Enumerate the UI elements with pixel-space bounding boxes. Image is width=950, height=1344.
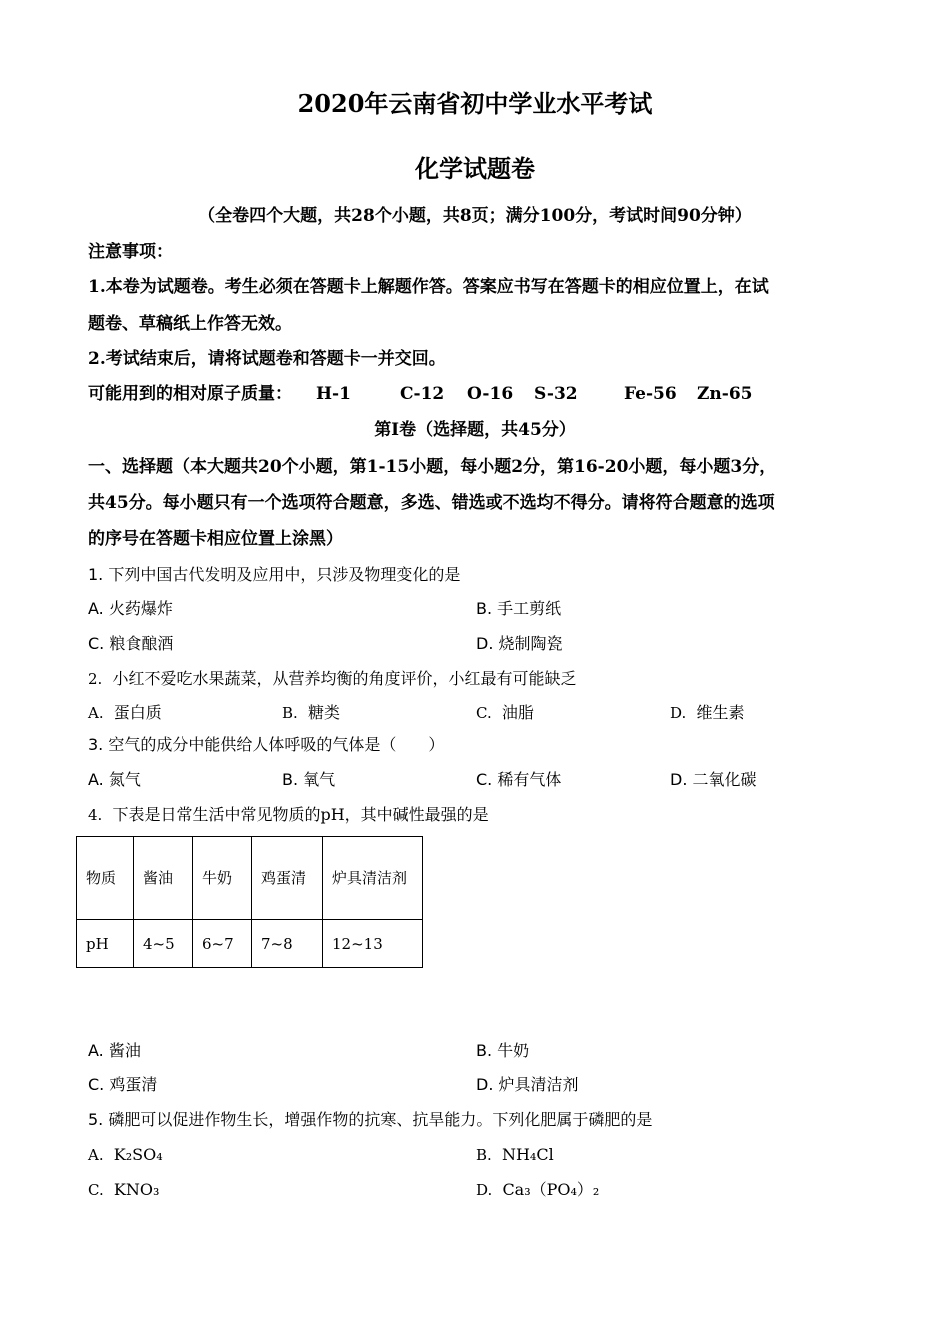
option-text: 蛋白质 bbox=[113, 703, 162, 722]
question-3 bbox=[88, 737, 444, 753]
q4-option-d[interactable] bbox=[476, 1077, 579, 1093]
exam-title: 2020年云南省初中学业水平考试 bbox=[297, 89, 653, 118]
table-header-cell: 炉具清洁剂 bbox=[323, 837, 423, 920]
option-text: 炉具清洁剂 bbox=[498, 1075, 579, 1094]
option-letter: A. bbox=[88, 599, 104, 618]
question-1 bbox=[88, 567, 460, 583]
q3-option-a[interactable] bbox=[88, 772, 141, 788]
notice-heading: 注意事项： bbox=[88, 242, 173, 262]
table-header-row bbox=[77, 837, 423, 920]
atomic-mass-c: C-12 bbox=[400, 384, 445, 404]
option-letter: B. bbox=[282, 704, 298, 722]
table-row-label: pH bbox=[77, 920, 134, 968]
option-letter: C. bbox=[476, 770, 493, 789]
q2-option-c[interactable] bbox=[476, 705, 534, 721]
option-text: 氮气 bbox=[108, 770, 141, 789]
atomic-mass-s: S-32 bbox=[534, 384, 578, 404]
q1-option-c[interactable] bbox=[88, 636, 173, 652]
question-2 bbox=[88, 671, 577, 687]
question-stem: 小红不爱吃水果蔬菜，从营养均衡的角度评价，小红最有可能缺乏 bbox=[112, 669, 577, 688]
option-letter: A. bbox=[88, 1041, 104, 1060]
question-stem: 下列中国古代发明及应用中，只涉及物理变化的是 bbox=[108, 565, 461, 584]
q2-option-d[interactable] bbox=[670, 705, 744, 721]
table-cell: 6~7 bbox=[193, 920, 252, 968]
option-text: Ca₃（PO₄）₂ bbox=[502, 1180, 600, 1199]
question-5 bbox=[88, 1112, 652, 1128]
section-1-instructions-line-2: 共45分。每小题只有一个选项符合题意，多选、错选或不选均不得分。请将符合题意的选项 bbox=[88, 493, 775, 513]
option-text: 糖类 bbox=[307, 703, 340, 722]
table-cell: 4~5 bbox=[134, 920, 193, 968]
q4-option-b[interactable] bbox=[476, 1043, 529, 1059]
table-cell: 7~8 bbox=[252, 920, 323, 968]
notice-item-2: 2.考试结束后，请将试题卷和答题卡一并交回。 bbox=[88, 349, 446, 369]
q5-option-c[interactable] bbox=[88, 1182, 159, 1198]
option-text: K₂SO₄ bbox=[113, 1145, 163, 1164]
option-letter: A. bbox=[88, 1146, 104, 1164]
question-number: 1. bbox=[88, 565, 104, 584]
option-text: 维生素 bbox=[696, 703, 745, 722]
atomic-mass-fe: Fe-56 bbox=[624, 384, 677, 404]
option-letter: B. bbox=[476, 1041, 493, 1060]
option-letter: A. bbox=[88, 770, 104, 789]
q3-option-c[interactable] bbox=[476, 772, 561, 788]
q3-option-d[interactable] bbox=[670, 772, 757, 788]
table-cell: 12~13 bbox=[323, 920, 423, 968]
option-letter: C. bbox=[88, 1181, 104, 1199]
option-text: 手工剪纸 bbox=[497, 599, 562, 618]
option-letter: B. bbox=[476, 599, 493, 618]
option-letter: D. bbox=[670, 770, 688, 789]
option-text: NH₄Cl bbox=[501, 1145, 554, 1164]
option-letter: D. bbox=[476, 1181, 493, 1199]
option-letter: C. bbox=[88, 1075, 105, 1094]
q4-option-c[interactable] bbox=[88, 1077, 157, 1093]
option-text: 火药爆炸 bbox=[108, 599, 173, 618]
option-letter: D. bbox=[476, 634, 494, 653]
option-letter: C. bbox=[88, 634, 105, 653]
section-1-instructions-line-1: 一、选择题（本大题共20个小题，第1-15小题，每小题2分，第16-20小题，每小题3分， bbox=[88, 457, 777, 477]
table-header-cell: 鸡蛋清 bbox=[252, 837, 323, 920]
ph-table bbox=[76, 836, 423, 968]
q1-option-a[interactable] bbox=[88, 601, 173, 617]
option-text: 二氧化碳 bbox=[692, 770, 757, 789]
option-letter: A. bbox=[88, 704, 104, 722]
table-header-cell: 物质 bbox=[77, 837, 134, 920]
option-text: 鸡蛋清 bbox=[109, 1075, 158, 1094]
question-stem: 磷肥可以促进作物生长，增强作物的抗寒、抗旱能力。下列化肥属于磷肥的是 bbox=[108, 1110, 653, 1129]
question-number: 5. bbox=[88, 1110, 104, 1129]
option-text: 牛奶 bbox=[497, 1041, 530, 1060]
atomic-mass-zn: Zn-65 bbox=[697, 384, 753, 404]
q5-option-a[interactable] bbox=[88, 1147, 163, 1163]
part-1-heading: 第Ⅰ卷（选择题，共45分） bbox=[374, 420, 576, 440]
atomic-mass-o: O-16 bbox=[467, 384, 514, 404]
section-1-instructions-line-3: 的序号在答题卡相应位置上涂黑） bbox=[88, 529, 343, 549]
q5-option-d[interactable] bbox=[476, 1182, 599, 1198]
option-text: 酱油 bbox=[108, 1041, 141, 1060]
option-letter: B. bbox=[476, 1146, 492, 1164]
atomic-mass-label: 可能用到的相对原子质量： bbox=[88, 384, 292, 404]
notice-item-1-line-1: 1.本卷为试题卷。考生必须在答题卡上解题作答。答案应书写在答题卡的相应位置上，在试 bbox=[88, 277, 769, 297]
question-4 bbox=[88, 807, 489, 823]
option-text: 油脂 bbox=[501, 703, 534, 722]
option-text: 氧气 bbox=[303, 770, 336, 789]
table-header-cell: 酱油 bbox=[134, 837, 193, 920]
question-number: 3. bbox=[88, 735, 104, 754]
atomic-mass-h: H-1 bbox=[316, 384, 351, 404]
q2-option-a[interactable] bbox=[88, 705, 162, 721]
question-stem: 下表是日常生活中常见物质的pH，其中碱性最强的是 bbox=[112, 805, 489, 824]
q5-option-b[interactable] bbox=[476, 1147, 554, 1163]
question-number: 4. bbox=[88, 806, 103, 824]
q3-option-b[interactable] bbox=[282, 772, 335, 788]
subject-title: 化学试题卷 bbox=[415, 154, 535, 183]
notice-item-1-line-2: 题卷、草稿纸上作答无效。 bbox=[88, 314, 292, 334]
question-number: 2. bbox=[88, 670, 103, 688]
table-row bbox=[77, 920, 423, 968]
q1-option-b[interactable] bbox=[476, 601, 561, 617]
option-letter: D. bbox=[476, 1075, 494, 1094]
q2-option-b[interactable] bbox=[282, 705, 340, 721]
option-text: KNO₃ bbox=[113, 1180, 160, 1199]
option-letter: C. bbox=[476, 704, 492, 722]
table-header-cell: 牛奶 bbox=[193, 837, 252, 920]
q4-option-a[interactable] bbox=[88, 1043, 141, 1059]
option-text: 稀有气体 bbox=[497, 770, 562, 789]
option-text: 粮食酿酒 bbox=[109, 634, 174, 653]
exam-info: （全卷四个大题，共28个小题，共8页；满分100分，考试时间90分钟） bbox=[198, 206, 752, 226]
option-letter: D. bbox=[670, 704, 687, 722]
option-text: 烧制陶瓷 bbox=[498, 634, 563, 653]
q1-option-d[interactable] bbox=[476, 636, 563, 652]
question-stem: 空气的成分中能供给人体呼吸的气体是（ ） bbox=[108, 735, 445, 754]
option-letter: B. bbox=[282, 770, 299, 789]
